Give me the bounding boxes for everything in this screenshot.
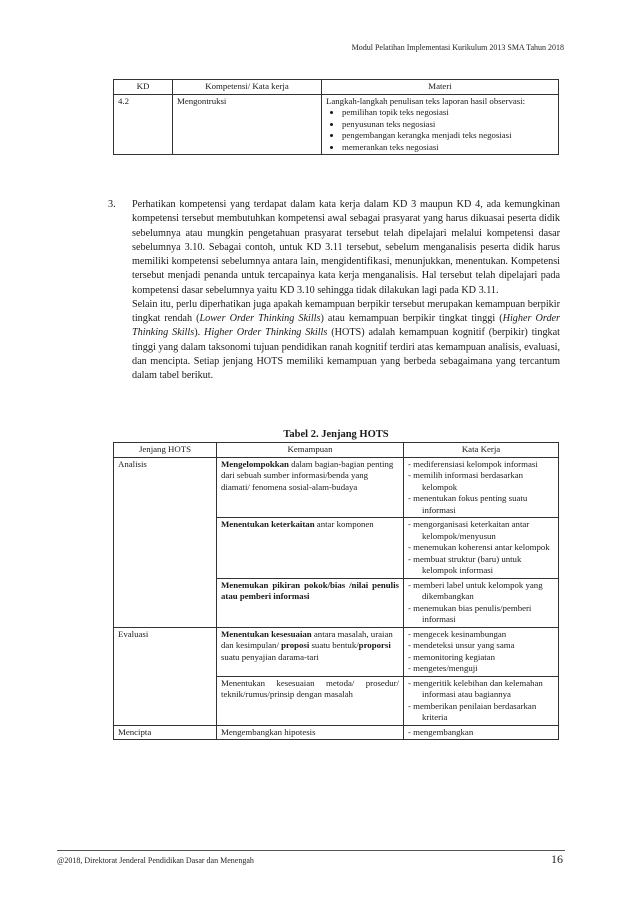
verb-item: - memberikan penilaian berdasarkan kriteria (408, 700, 537, 722)
text-span: dalam bagian-bagian penting dari sebuah sumber informasi/benda yang diamati/ fenomena sosial-alam-budaya (221, 458, 394, 492)
column-header: KD (114, 80, 173, 95)
kata-kerja-cell (404, 518, 559, 579)
kemampuan-cell (217, 457, 404, 518)
column-header: Kompetensi/ Kata kerja (173, 80, 322, 95)
level-cell: Evaluasi (114, 627, 217, 725)
level-cell: Mencipta (114, 725, 217, 740)
page-number: 16 (551, 852, 563, 866)
bold-term: Menemukan pikiran pokok/bias /nilai penulis atau pemberi informasi (221, 579, 399, 601)
verb-item: - memilih informasi berdasarkan kelompok (408, 470, 524, 492)
table-row (114, 627, 559, 676)
bold-term: Menentukan keterkaitan (221, 519, 315, 529)
table-row (114, 725, 559, 740)
level-cell: Analisis (114, 457, 217, 627)
italic-term: Higher Order Thinking Skills (132, 313, 561, 339)
verb-item: - memonitoring kegiatan (408, 651, 495, 662)
verb-item: - mengeritik kelebihan dan kelemahan informasi atau bagiannya (408, 677, 543, 699)
hots-table (113, 442, 559, 740)
numbered-paragraph (100, 198, 560, 383)
verb-item: - mengorganisasi keterkaitan antar kelompok/menyusun (408, 519, 530, 541)
text-span: ) atau kemampuan berpikir tingkat tinggi ( (320, 313, 503, 324)
kemampuan-cell: Menentukan kesesuaian metoda/ prosedur/ teknik/rumus/prinsip dengan masalah (217, 676, 404, 725)
italic-term: Higher Order Thinking Skills (204, 327, 328, 339)
kd-cell: 4.2 (114, 94, 173, 155)
bold-term: Menentukan kesesuaian (221, 628, 312, 639)
page-header: Modul Pelatihan Implementasi Kurikulum 2013 SMA Tahun 2018 (351, 43, 564, 52)
text-span: Selain itu, perlu diperhatikan juga apakah kemampuan berpikir tersebut merupakan kemampuan berpikir tingkat rendah ( (132, 298, 560, 324)
paragraph-text: Perhatikan kompetensi yang terdapat dalam kata kerja dalam KD 3 maupun KD 4, ada kemungkinan kompetensi tersebut membutuhkan kompetensi awal sebagai prasyarat yang harus dikuasai peserta didik sebelumnya atau mungkin pengetahuan prasyarat tersebut telah dipelajari melalui kompetensi dasar sebelumnya 3.10. Sebagai contoh, untuk KD 3.11 tersebut, sebelum menganalisis peserta didik harus memiliki kompetensi sebelumnya antara lain, mengidentifikasi, menunjukkan, menentukan. Kompetensi tersebut menjadi penanda untuk tercapainya kata kerja menganalisis. Hal tersebut telah dipelajari pada kompetensi dasar sebelumnya yaitu KD 3.10 sehingga tidak dilakukan lagi pada KD 3.11. (132, 199, 560, 296)
table-header-row (114, 443, 559, 458)
column-header: Jenjang HOTS (114, 443, 217, 458)
bold-term: proposi (281, 640, 310, 650)
verb-item: - menemukan bias penulis/pemberi informasi (408, 602, 532, 624)
kd-table (113, 79, 559, 155)
kemampuan-cell (217, 518, 404, 579)
text-span: (HOTS) adalah kemampuan kognitif (berpikir) tingkat tinggi yang dalam taksonomi tujuan pendidikan ranah kognitif terdiri atas kemampuan analisis, evaluasi, dan mencipta. Setiap jenjang HOTS memiliki kemampuan yang berbeda sebagaimana yang tercantum dalam tabel berikut. (132, 327, 560, 381)
footer-divider (57, 850, 565, 851)
italic-term: Lower Order Thinking Skills (199, 313, 321, 324)
kemampuan-cell: Mengembangkan hipotesis (217, 725, 404, 740)
verb-item: - mengembangkan (408, 726, 474, 737)
text-span: ). (194, 327, 205, 339)
table-caption: Tabel 2. Jenjang HOTS (283, 429, 389, 440)
table-row (114, 457, 559, 518)
kemampuan-cell (217, 627, 404, 676)
kompetensi-cell: Mengontruksi (173, 94, 322, 155)
column-header: Kemampuan (217, 443, 404, 458)
paragraph-number: 3. (108, 199, 116, 210)
table-header-row (114, 80, 559, 95)
verb-item: - mediferensiasi kelompok informasi (408, 458, 538, 469)
paragraph-text (132, 298, 560, 384)
list-item: • memerankan teks negosiasi (342, 142, 554, 154)
materi-cell (322, 94, 559, 155)
kata-kerja-cell (404, 457, 559, 518)
column-header: Materi (322, 80, 559, 95)
footer-copyright: @2018, Direktorat Jenderal Pendidikan Dasar dan Menengah (57, 856, 254, 865)
materi-intro: Langkah-langkah penulisan teks laporan hasil observasi: (326, 95, 526, 106)
bold-term: proporsi (358, 640, 391, 650)
list-item: • pemilihan topik teks negosiasi (342, 107, 554, 119)
text-span: suatu bentuk/ (309, 640, 359, 650)
column-header: Kata Kerja (404, 443, 559, 458)
bold-term: Mengelompokkan (221, 458, 289, 469)
kemampuan-cell (217, 578, 404, 627)
verb-item: - menemukan koherensi antar kelompok (408, 542, 550, 552)
verb-item: - membuat struktur (baru) untuk kelompok informasi (408, 553, 522, 575)
text-span: antara masalah, uraian dan kesimpulan/ (221, 628, 393, 650)
text-span: suatu penyajian darama-tari (221, 651, 319, 662)
list-item: • pengembangan kerangka menjadi teks negosiasi (342, 130, 554, 142)
kata-kerja-cell (404, 578, 559, 627)
verb-item: - menentukan fokus penting suatu informasi (408, 493, 528, 515)
table-row (114, 94, 559, 155)
verb-item: - mengecek kesinambungan (408, 628, 507, 639)
verb-item: - mendeteksi unsur yang sama (408, 640, 515, 650)
materi-bullet-list (326, 107, 554, 153)
kata-kerja-cell (404, 627, 559, 676)
kata-kerja-cell (404, 676, 559, 725)
text-span: antar komponen (314, 519, 374, 529)
kata-kerja-cell (404, 725, 559, 740)
list-item: • penyusunan teks negosiasi (342, 119, 554, 131)
verb-item: - mengetes/menguji (408, 663, 478, 673)
verb-item: - memberi label untuk kelompok yang dikembangkan (408, 579, 543, 601)
